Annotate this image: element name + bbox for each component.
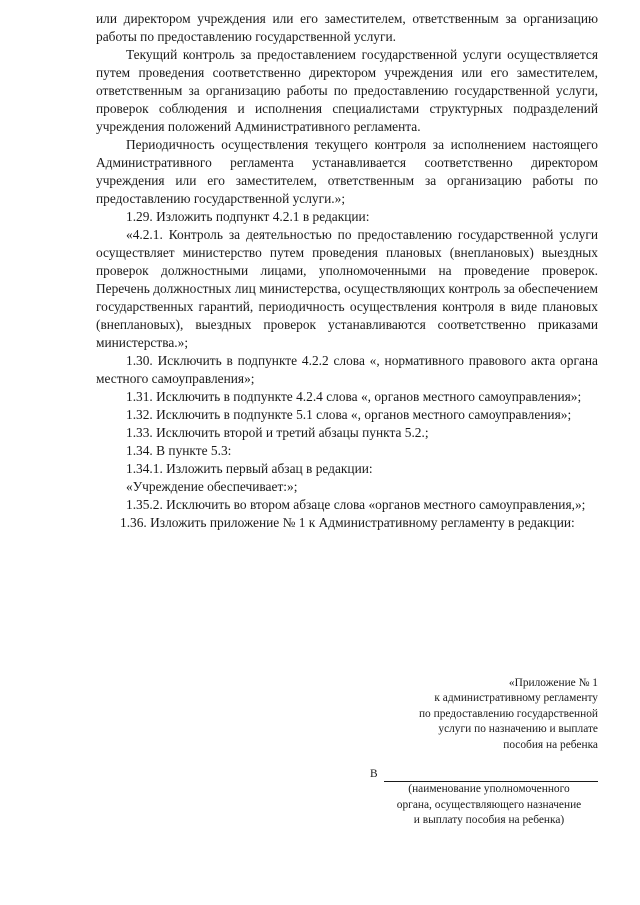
- appendix-line: по предоставлению государственной: [418, 707, 598, 720]
- item-1-32: 1.32. Исключить в подпункте 5.1 слова «, органов местного самоуправления»;: [126, 407, 572, 422]
- document-body: [96, 10, 598, 532]
- organization-prefix: В: [370, 768, 378, 780]
- item-1-31: 1.31. Исключить в подпункте 4.2.4 слова «, органов местного самоуправления»;: [126, 389, 582, 404]
- appendix-line: «Приложение № 1: [508, 677, 598, 689]
- appendix-line: к административному регламенту: [434, 692, 598, 705]
- item-1-33: 1.33. Исключить второй и третий абзацы пункта 5.2.;: [126, 425, 429, 440]
- paragraph-periodicity: Периодичность осуществления текущего контроля за исполнением настоящего Административного регламента устанавливается соответственно директором учреждения или его заместителем, ответственным за организацию работы по предоставлению государственной услуги.»;: [96, 137, 598, 206]
- item-1-35-2: 1.35.2. Исключить во втором абзаце слова «органов местного самоуправления,»;: [126, 497, 586, 512]
- item-1-29: 1.29. Изложить подпункт 4.2.1 в редакции:: [126, 209, 370, 224]
- quote-institution: «Учреждение обеспечивает:»;: [126, 479, 298, 494]
- item-1-34-1: 1.34.1. Изложить первый абзац в редакции:: [126, 461, 373, 476]
- paragraph-4-2-1: «4.2.1. Контроль за деятельностью по предоставлению государственной услуги осуществляет министерство путем проведения плановых (внеплановых) выездных проверок должностными лицами, уполномоченными на проведение проверок. Перечень должностных лиц министерства, осуществляющих контроль за обеспечением государственных гарантий, периодичность осуществления контроля в виде плановых (внеплановых), выездных проверок устанавливаются соответственно приказами министерства.»;: [96, 227, 598, 350]
- organization-blank-underline: [384, 769, 598, 782]
- item-1-34: 1.34. В пункте 5.3:: [126, 443, 232, 458]
- appendix-line: услуги по назначению и выплате: [438, 723, 598, 736]
- caption-line: и выплату пособия на ребенка): [413, 814, 565, 827]
- paragraph-continuation: или директором учреждения или его заместителем, ответственным за организацию работы по предоставлению государственной услуги.: [96, 11, 598, 44]
- appendix-line: пособия на ребенка: [503, 738, 598, 751]
- item-1-36: 1.36. Изложить приложение № 1 к Административному регламенту в редакции:: [120, 515, 575, 530]
- organization-line: [370, 767, 598, 782]
- organization-field: [370, 767, 598, 829]
- item-1-30: 1.30. Исключить в подпункте 4.2.2 слова «, нормативного правового акта органа местного самоуправления»;: [96, 353, 598, 386]
- appendix-header: [358, 676, 598, 753]
- caption-line: (наименование уполномоченного: [408, 783, 570, 796]
- paragraph-current-control: Текущий контроль за предоставлением государственной услуги осуществляется путем проведения соответственно директором учреждения или его заместителем, ответственным за организацию работы по предоставлению государственной услуги, проверок соблюдения и исполнения специалистами структурных подразделений учреждения положений Административного регламента.: [96, 47, 598, 134]
- caption-line: органа, осуществляющего назначение: [396, 798, 582, 811]
- organization-caption: [380, 782, 598, 828]
